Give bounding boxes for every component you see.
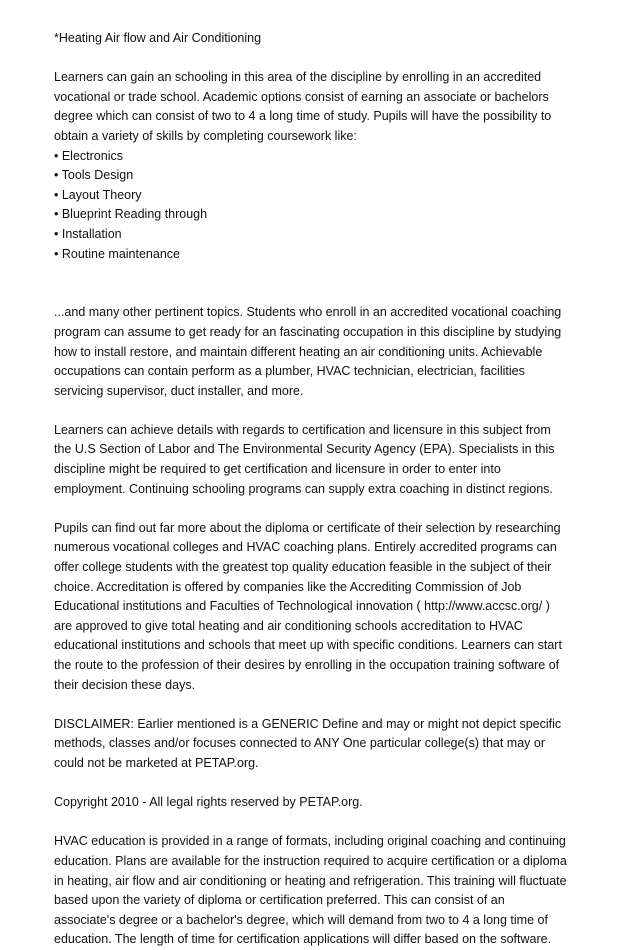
list-item: • Tools Design	[54, 168, 134, 183]
text-line: choice. Accreditation is offered by companies like the Accrediting Commission of Job	[54, 579, 522, 594]
text-line: vocational or trade school. Academic options consist of earning an associate or bachelors	[54, 89, 549, 104]
text-line: the U.S Section of Labor and The Environmental Security Agency (EPA). Specialists in this	[54, 442, 555, 457]
text-line: ...and many other pertinent topics. Students who enroll in an accredited vocational coaching	[54, 305, 562, 320]
text-line: numerous vocational colleges and HVAC coaching plans. Entirely accredited programs can	[54, 540, 557, 555]
copyright-notice	[54, 793, 584, 813]
list-item: • Installation	[54, 226, 122, 241]
pupils-paragraph	[54, 519, 584, 695]
text-line: based upon the variety of diploma or certification preferred. This can consist of an	[54, 893, 505, 908]
text-line: their decision these days.	[54, 677, 196, 692]
text-line: Educational institutions and Faculties of Technological innovation ( http://www.accsc.org/ )	[54, 599, 550, 614]
certification-paragraph	[54, 421, 584, 499]
text-line: Learners can gain an schooling in this area of the discipline by enrolling in an accredited	[54, 70, 542, 85]
text-line: degree which can consist of two to 4 a long time of study. Pupils will have the possibility to	[54, 109, 552, 124]
text-line: servicing supervisor, duct installer, and more.	[54, 383, 304, 398]
list-item: • Electronics	[54, 148, 123, 163]
text-line: occupations can contain perform as a plumber, HVAC technician, electrician, facilities	[54, 364, 525, 379]
text-line: DISCLAIMER: Earlier mentioned is a GENERIC Define and may or might not depict specific	[54, 716, 562, 731]
intro-paragraph	[54, 68, 584, 146]
document-page	[54, 29, 584, 950]
list-item: • Layout Theory	[54, 187, 142, 202]
disclaimer-paragraph	[54, 715, 584, 774]
text-line: methods, classes and/or focuses connected to ANY One particular college(s) that may or	[54, 736, 545, 751]
text-line: Pupils can find out far more about the diploma or certificate of their selection by researching	[54, 520, 561, 535]
text-line: obtain a variety of skills by completing coursework like:	[54, 128, 357, 143]
copyright-text: Copyright 2010 - All legal rights reserved by PETAP.org.	[54, 795, 363, 810]
topics-paragraph	[54, 303, 584, 401]
text-line: in heating, air flow and air conditioning or heating and refrigeration. This training will fluctuate	[54, 873, 567, 888]
text-line: education. Plans are available for the instruction required to acquire certification or a diploma	[54, 853, 567, 868]
text-line: HVAC education is provided in a range of formats, including original coaching and continuing	[54, 834, 566, 849]
hvac-paragraph	[54, 832, 584, 950]
text-line: educational institutions and schools that meet up with specific conditions. Learners can start	[54, 638, 562, 653]
text-line: could not be marketed at PETAP.org.	[54, 755, 259, 770]
text-line: associate's degree or a bachelor's degree, which will demand from two to 4 a long time of	[54, 912, 548, 927]
text-line: how to install restore, and maintain different heating an air conditioning units. Achievable	[54, 344, 543, 359]
document-heading	[54, 29, 584, 49]
text-line: education. The length of time for certification applications will differ based on the software.	[54, 932, 552, 947]
list-item: • Routine maintenance	[54, 246, 180, 261]
heading-text: *Heating Air flow and Air Conditioning	[54, 31, 262, 45]
text-line: the route to the profession of their desires by enrolling in the occupation training software of	[54, 658, 560, 672]
text-line: employment. Continuing schooling programs can supply extra coaching in distinct regions.	[54, 481, 553, 496]
coursework-list	[54, 147, 584, 265]
list-item: • Blueprint Reading through	[54, 207, 208, 222]
text-line: offer college students with the greatest top quality education feasible in the subject of their	[54, 560, 552, 575]
text-line: are approved to give total heating and air conditioning schools accreditation to HVAC	[54, 618, 523, 633]
text-line: discipline might be required to get certification and licensure in order to enter into	[54, 462, 501, 477]
text-line: Learners can achieve details with regards to certification and licensure in this subject from	[54, 422, 551, 437]
text-line: program can assume to get ready for an fascinating occupation in this discipline by studying	[54, 324, 562, 339]
